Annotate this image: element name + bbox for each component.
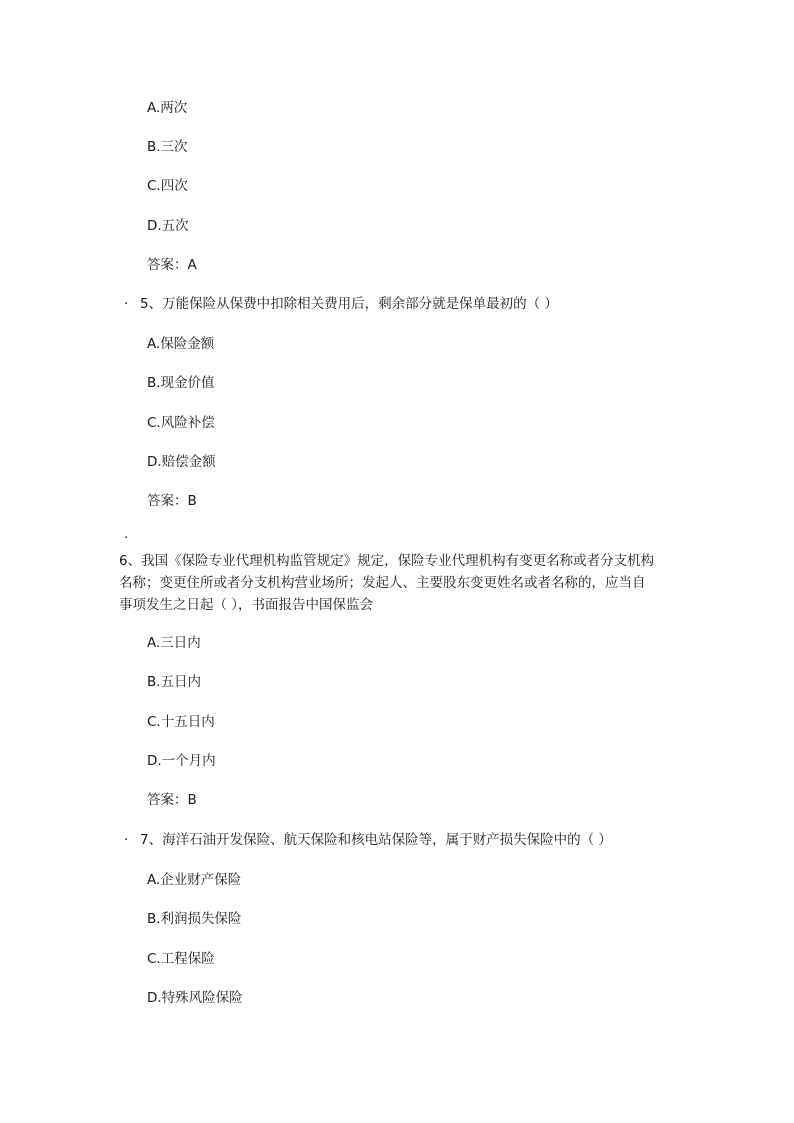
option-c: C.工程保险 xyxy=(147,951,215,967)
option-b: B.现金价值 xyxy=(147,375,215,391)
answer: 答案：A xyxy=(147,257,197,273)
option-d: D.特殊风险保险 xyxy=(147,990,243,1006)
option-b: B.三次 xyxy=(147,139,188,155)
option-d: D.五次 xyxy=(147,218,189,234)
question-5: 5、万能保险从保费中扣除相关费用后，剩余部分就是保单最初的（ ） xyxy=(140,296,558,312)
option-d: D.一个月内 xyxy=(147,753,216,769)
question-bullet: · xyxy=(124,530,129,546)
question-6-line-3: 事项发生之日起（ ），书面报告中国保监会 xyxy=(119,597,374,613)
answer: 答案：B xyxy=(147,792,197,808)
option-c: C.四次 xyxy=(147,178,188,194)
option-c: C.风险补偿 xyxy=(147,415,215,431)
option-d: D.赔偿金额 xyxy=(147,454,216,470)
option-a: A.两次 xyxy=(147,100,188,116)
question-7: 7、海洋石油开发保险、航天保险和核电站保险等，属于财产损失保险中的（ ） xyxy=(140,832,612,848)
answer: 答案：B xyxy=(147,493,197,509)
option-a: A.三日内 xyxy=(147,635,201,651)
option-b: B.利润损失保险 xyxy=(147,911,242,927)
question-bullet: · xyxy=(124,832,129,848)
option-a: A.企业财产保险 xyxy=(147,872,242,888)
question-6-line-2: 名称；变更住所或者分支机构营业场所；发起人、主要股东变更姓名或者名称的，应当自 xyxy=(119,575,646,591)
question-6-line-1: 6、我国《保险专业代理机构监管规定》规定，保险专业代理机构有变更名称或者分支机构 xyxy=(119,553,655,569)
option-b: B.五日内 xyxy=(147,674,202,690)
question-bullet: · xyxy=(124,296,129,312)
option-c: C.十五日内 xyxy=(147,714,215,730)
option-a: A.保险金额 xyxy=(147,336,215,352)
